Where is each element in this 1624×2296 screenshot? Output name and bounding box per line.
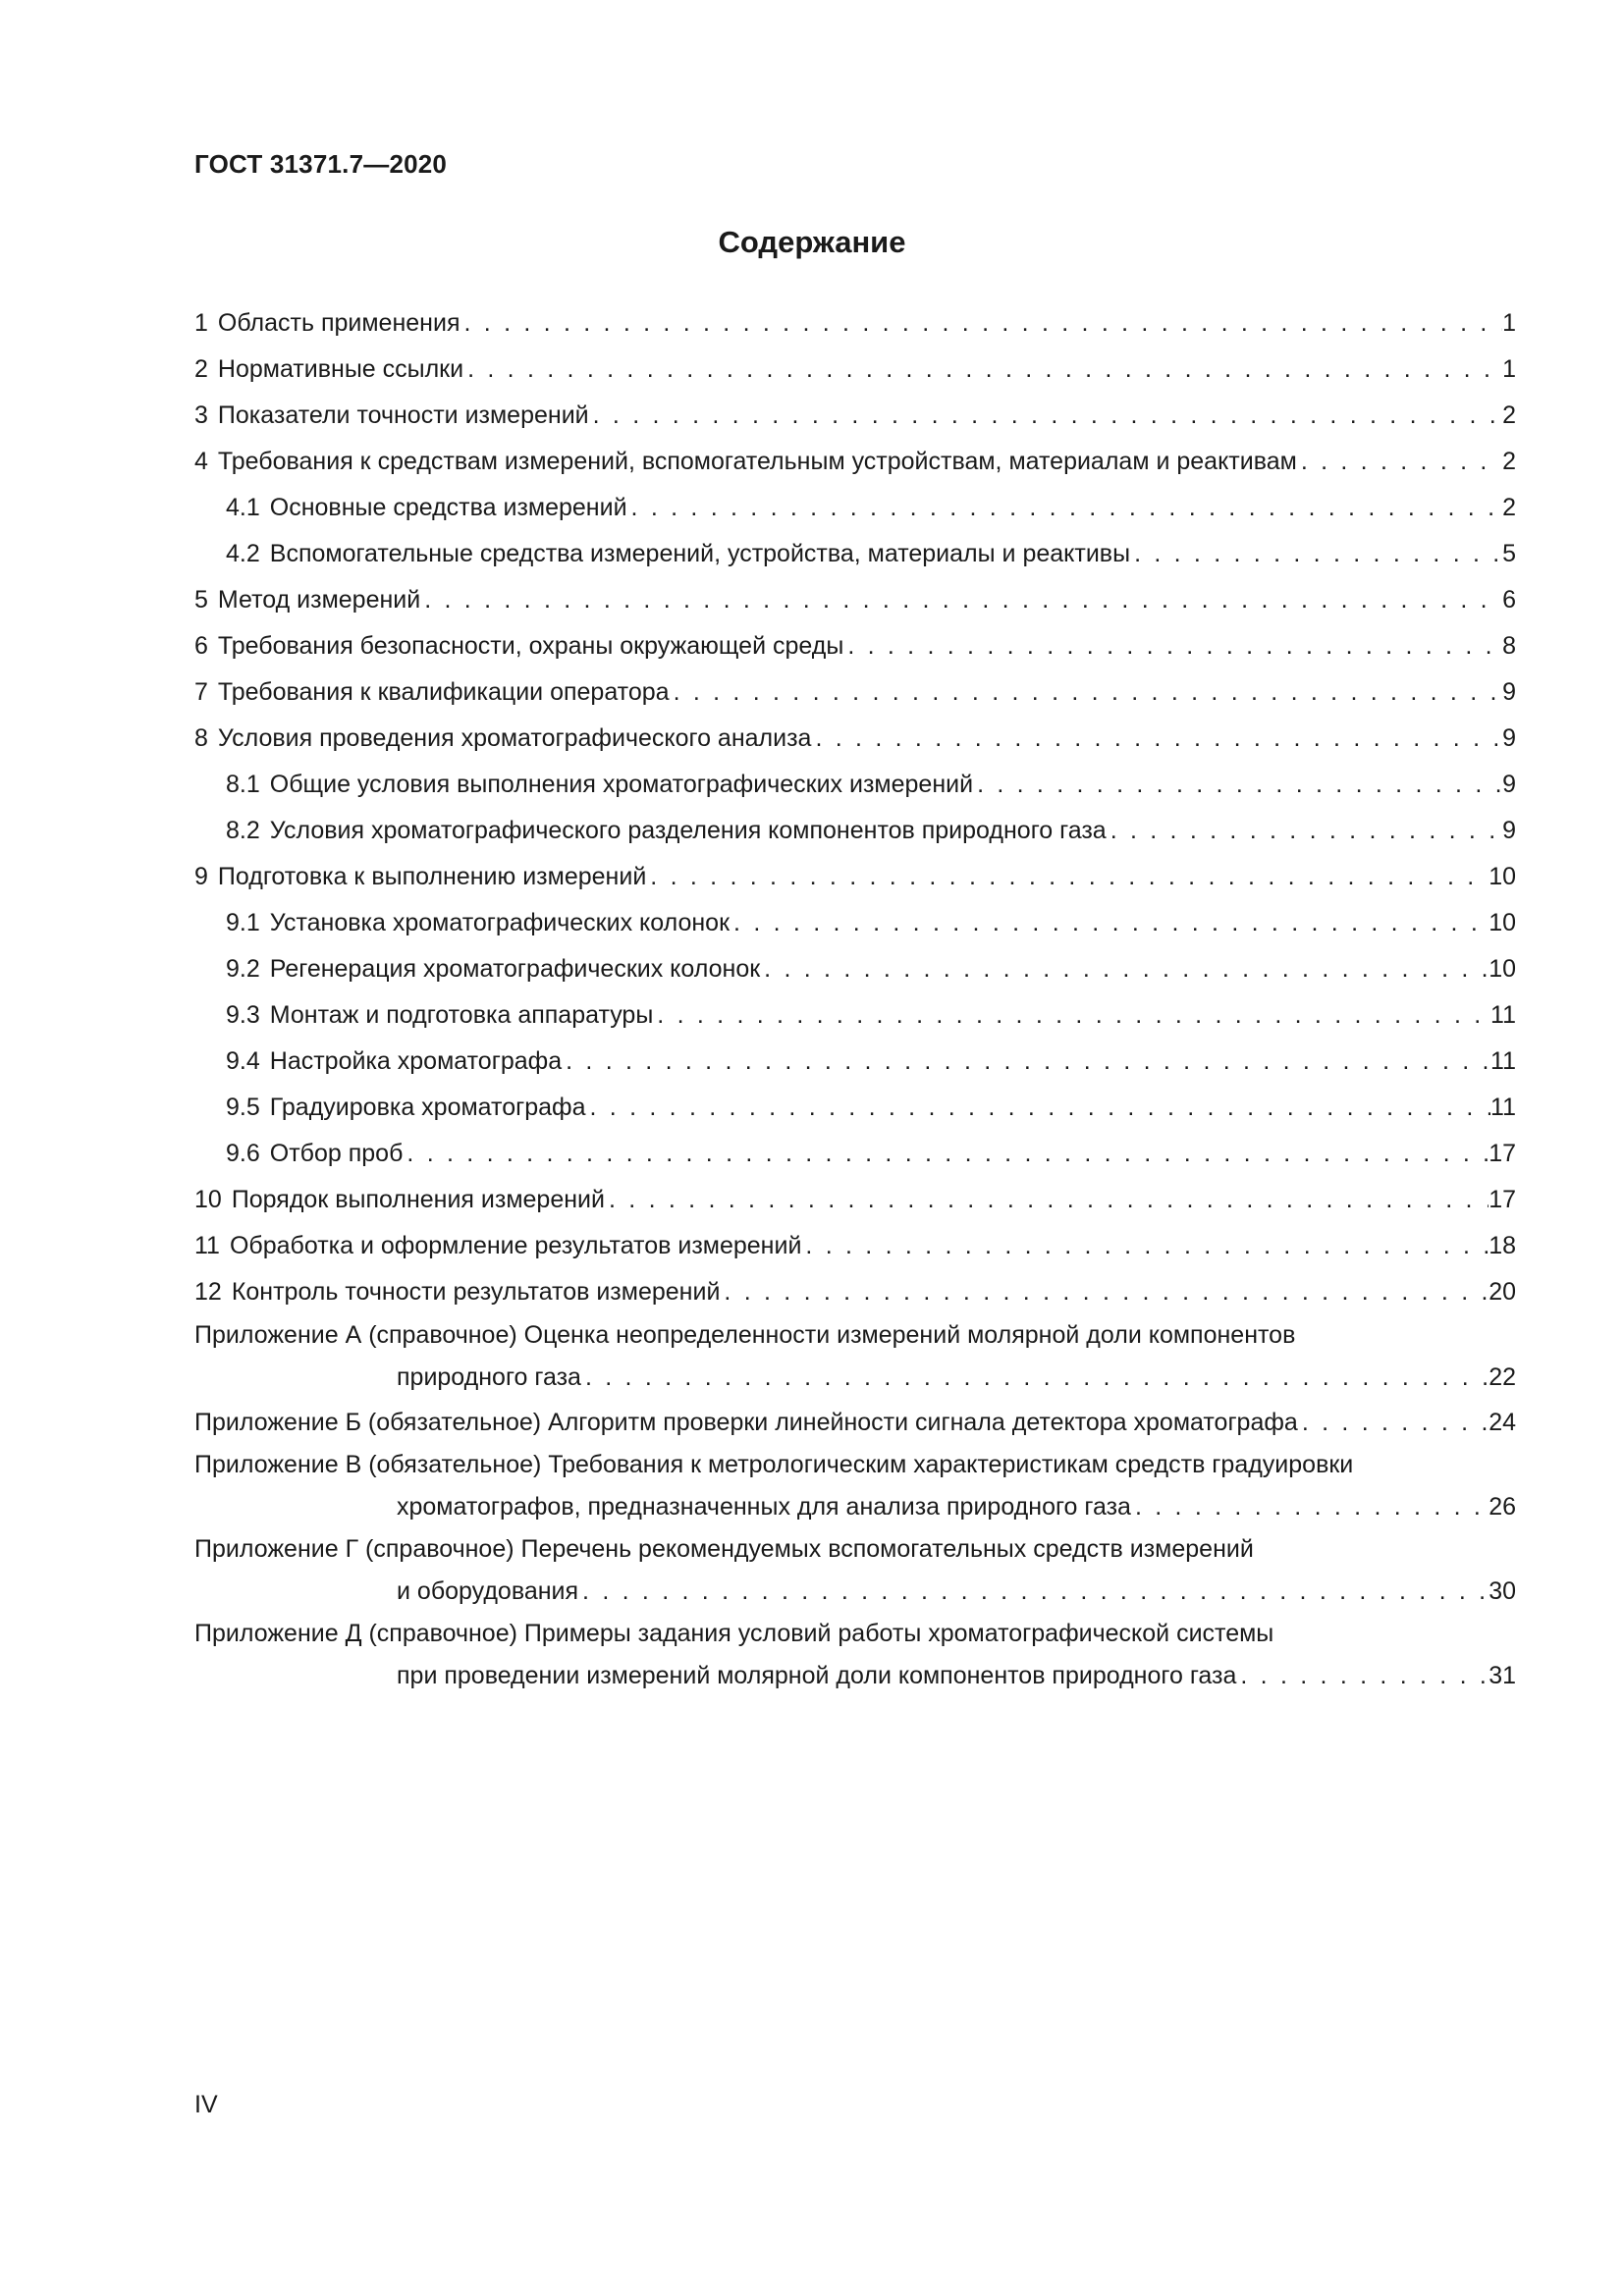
toc-entry-page: 11 bbox=[1490, 1001, 1516, 1029]
appendix-title-continuation: хроматографов, предназначенных для анализа природного газа bbox=[397, 1493, 1131, 1521]
toc-entry-number: 6 bbox=[194, 632, 208, 660]
toc-entry[interactable] bbox=[194, 762, 1516, 808]
toc-entry-page: 9 bbox=[1502, 771, 1516, 798]
toc-entry[interactable] bbox=[194, 992, 1516, 1039]
appendix-title-line1: Приложение Б (обязательное) Алгоритм проверки линейности сигнала детектора хроматографа bbox=[194, 1409, 1298, 1436]
toc-entry-title: Монтаж и подготовка аппаратуры bbox=[269, 1001, 654, 1029]
toc-entry-page: 18 bbox=[1489, 1232, 1516, 1259]
dot-leader bbox=[720, 1269, 1489, 1315]
dot-leader bbox=[403, 1131, 1489, 1177]
toc-entry-page: 9 bbox=[1502, 724, 1516, 752]
toc-entry-page: 10 bbox=[1489, 955, 1516, 983]
toc-appendices bbox=[194, 1315, 1516, 1698]
toc-entry-title: Основные средства измерений bbox=[269, 494, 627, 521]
appendix-title-continuation: природного газа bbox=[397, 1363, 581, 1391]
toc-entry-title: Порядок выполнения измерений bbox=[231, 1186, 605, 1213]
dot-leader bbox=[973, 762, 1502, 808]
toc-entry-page: 17 bbox=[1489, 1140, 1516, 1167]
toc-entry-title: Подготовка к выполнению измерений bbox=[217, 863, 647, 890]
dot-leader bbox=[1298, 1400, 1489, 1445]
toc-entry-title: Требования к средствам измерений, вспомогательным устройствам, материалам и реактивам bbox=[217, 448, 1297, 475]
toc-entry-page: 6 bbox=[1502, 586, 1516, 614]
toc-entry-number: 7 bbox=[194, 678, 208, 706]
appendix-title-line2 bbox=[194, 1569, 1516, 1614]
appendix-title-line1: Приложение Д (справочное) Примеры задания условий работы хроматографической системы bbox=[194, 1620, 1274, 1647]
toc-entry-number: 8.1 bbox=[226, 771, 260, 798]
toc-entry-title: Требования безопасности, охраны окружающей среды bbox=[217, 632, 844, 660]
dot-leader bbox=[646, 854, 1489, 900]
toc-entry-number: 9 bbox=[194, 863, 208, 890]
dot-leader bbox=[605, 1177, 1489, 1223]
toc-entry[interactable] bbox=[194, 716, 1516, 762]
toc-appendix-entry[interactable] bbox=[194, 1529, 1516, 1614]
toc-entry[interactable] bbox=[194, 300, 1516, 347]
toc-entry-title: Требования к квалификации оператора bbox=[217, 678, 670, 706]
dot-leader bbox=[1131, 1484, 1489, 1529]
toc-entry-number: 1 bbox=[194, 309, 208, 337]
toc-entry-page: 5 bbox=[1502, 540, 1516, 567]
toc-entry-page: 2 bbox=[1502, 448, 1516, 475]
toc-entry-number: 9.6 bbox=[226, 1140, 260, 1167]
appendix-title-line2 bbox=[194, 1653, 1516, 1698]
appendix-title-line1: Приложение В (обязательное) Требования к метрологическим характеристикам средств градуировки bbox=[194, 1451, 1354, 1478]
toc-entry[interactable] bbox=[194, 439, 1516, 485]
toc-entry-title: Условия проведения хроматографического анализа bbox=[217, 724, 812, 752]
page-title: Содержание bbox=[718, 225, 906, 259]
dot-leader bbox=[1130, 531, 1502, 577]
dot-leader bbox=[463, 347, 1502, 393]
toc-entry-title: Нормативные ссылки bbox=[217, 355, 464, 383]
toc-entry-title: Обработка и оформление результатов измерений bbox=[229, 1232, 802, 1259]
appendix-title-continuation: при проведении измерений молярной доли компонентов природного газа bbox=[397, 1662, 1237, 1689]
dot-leader bbox=[627, 485, 1503, 531]
appendix-title-line2 bbox=[194, 1355, 1516, 1400]
dot-leader bbox=[670, 669, 1503, 716]
toc-appendix-entry[interactable] bbox=[194, 1445, 1516, 1529]
toc-entry-number: 9.1 bbox=[226, 909, 260, 936]
toc-entry-title: Условия хроматографического разделения компонентов природного газа bbox=[269, 817, 1107, 844]
toc-entry[interactable] bbox=[194, 531, 1516, 577]
toc-entry[interactable] bbox=[194, 854, 1516, 900]
toc-entry-number: 9.4 bbox=[226, 1047, 260, 1075]
toc-entry-title: Отбор проб bbox=[269, 1140, 404, 1167]
toc-entry-number: 3 bbox=[194, 401, 208, 429]
toc-sections bbox=[194, 300, 1516, 1315]
toc-entry[interactable] bbox=[194, 669, 1516, 716]
toc-entry-title: Регенерация хроматографических колонок bbox=[269, 955, 761, 983]
toc-entry[interactable] bbox=[194, 393, 1516, 439]
toc-entry[interactable] bbox=[194, 1269, 1516, 1315]
toc-entry-number: 8 bbox=[194, 724, 208, 752]
toc-appendix-entry[interactable] bbox=[194, 1614, 1516, 1698]
toc-entry-page: 11 bbox=[1490, 1094, 1516, 1121]
toc-entry-title: Градуировка хроматографа bbox=[269, 1094, 586, 1121]
toc-entry-page: 9 bbox=[1502, 678, 1516, 706]
toc-entry[interactable] bbox=[194, 1131, 1516, 1177]
toc-entry[interactable] bbox=[194, 900, 1516, 946]
toc-entry-number: 10 bbox=[194, 1186, 222, 1213]
toc-entry-number: 12 bbox=[194, 1278, 222, 1306]
toc-entry-number: 11 bbox=[194, 1232, 220, 1259]
appendix-page: 22 bbox=[1489, 1363, 1516, 1391]
toc-appendix-entry[interactable] bbox=[194, 1400, 1516, 1445]
dot-leader bbox=[1236, 1653, 1489, 1698]
toc-entry-page: 10 bbox=[1489, 863, 1516, 890]
toc-entry-page: 8 bbox=[1502, 632, 1516, 660]
table-of-contents bbox=[194, 300, 1516, 1698]
toc-entry-number: 4 bbox=[194, 448, 208, 475]
appendix-title-line1: Приложение Г (справочное) Перечень рекомендуемых вспомогательных средств измерений bbox=[194, 1535, 1254, 1563]
toc-entry-title: Общие условия выполнения хроматографических измерений bbox=[269, 771, 974, 798]
toc-entry-title: Вспомогательные средства измерений, устройства, материалы и реактивы bbox=[269, 540, 1131, 567]
toc-entry[interactable] bbox=[194, 946, 1516, 992]
toc-entry-number: 2 bbox=[194, 355, 208, 383]
dot-leader bbox=[562, 1039, 1490, 1085]
appendix-title-line1: Приложение А (справочное) Оценка неопределенности измерений молярной доли компонентов bbox=[194, 1321, 1296, 1349]
toc-entry-number: 4.1 bbox=[226, 494, 260, 521]
dot-leader bbox=[460, 300, 1502, 347]
dot-leader bbox=[581, 1355, 1489, 1400]
dot-leader bbox=[1107, 808, 1502, 854]
toc-entry[interactable] bbox=[194, 808, 1516, 854]
dot-leader bbox=[801, 1223, 1489, 1269]
appendix-page: 31 bbox=[1489, 1662, 1516, 1689]
toc-entry[interactable] bbox=[194, 1177, 1516, 1223]
appendix-page: 26 bbox=[1489, 1493, 1516, 1521]
toc-entry-title: Метод измерений bbox=[217, 586, 421, 614]
dot-leader bbox=[589, 393, 1502, 439]
dot-leader bbox=[653, 992, 1490, 1039]
dot-leader bbox=[1297, 439, 1502, 485]
toc-entry[interactable] bbox=[194, 1223, 1516, 1269]
appendix-title-line2 bbox=[194, 1484, 1516, 1529]
toc-entry-page: 2 bbox=[1502, 494, 1516, 521]
toc-entry[interactable] bbox=[194, 485, 1516, 531]
toc-entry-title: Настройка хроматографа bbox=[269, 1047, 563, 1075]
toc-entry-number: 9.2 bbox=[226, 955, 260, 983]
appendix-page: 30 bbox=[1489, 1577, 1516, 1605]
toc-entry-page: 1 bbox=[1502, 355, 1516, 383]
toc-entry[interactable] bbox=[194, 577, 1516, 623]
toc-entry[interactable] bbox=[194, 623, 1516, 669]
toc-appendix-entry[interactable] bbox=[194, 1315, 1516, 1400]
toc-entry[interactable] bbox=[194, 1085, 1516, 1131]
dot-leader bbox=[578, 1569, 1489, 1614]
dot-leader bbox=[420, 577, 1502, 623]
appendix-page: 24 bbox=[1489, 1409, 1516, 1436]
toc-entry-number: 8.2 bbox=[226, 817, 260, 844]
toc-entry-page: 20 bbox=[1489, 1278, 1516, 1306]
dot-leader bbox=[586, 1085, 1491, 1131]
dot-leader bbox=[730, 900, 1489, 946]
document-header: ГОСТ 31371.7—2020 bbox=[194, 149, 448, 179]
dot-leader bbox=[811, 716, 1502, 762]
toc-entry-page: 9 bbox=[1502, 817, 1516, 844]
toc-entry-number: 4.2 bbox=[226, 540, 260, 567]
toc-entry-title: Контроль точности результатов измерений bbox=[231, 1278, 721, 1306]
toc-entry-title: Показатели точности измерений bbox=[217, 401, 589, 429]
dot-leader bbox=[843, 623, 1502, 669]
toc-entry-number: 5 bbox=[194, 586, 208, 614]
appendix-title-continuation: и оборудования bbox=[397, 1577, 579, 1605]
toc-entry-page: 17 bbox=[1489, 1186, 1516, 1213]
page-number: IV bbox=[194, 2091, 218, 2118]
toc-entry-page: 10 bbox=[1489, 909, 1516, 936]
toc-entry-title: Область применения bbox=[217, 309, 460, 337]
toc-entry-page: 1 bbox=[1502, 309, 1516, 337]
toc-entry-title: Установка хроматографических колонок bbox=[269, 909, 731, 936]
toc-entry[interactable] bbox=[194, 347, 1516, 393]
toc-entry-page: 11 bbox=[1490, 1047, 1516, 1075]
toc-entry[interactable] bbox=[194, 1039, 1516, 1085]
toc-entry-page: 2 bbox=[1502, 401, 1516, 429]
toc-entry-number: 9.5 bbox=[226, 1094, 260, 1121]
toc-entry-number: 9.3 bbox=[226, 1001, 260, 1029]
dot-leader bbox=[760, 946, 1489, 992]
